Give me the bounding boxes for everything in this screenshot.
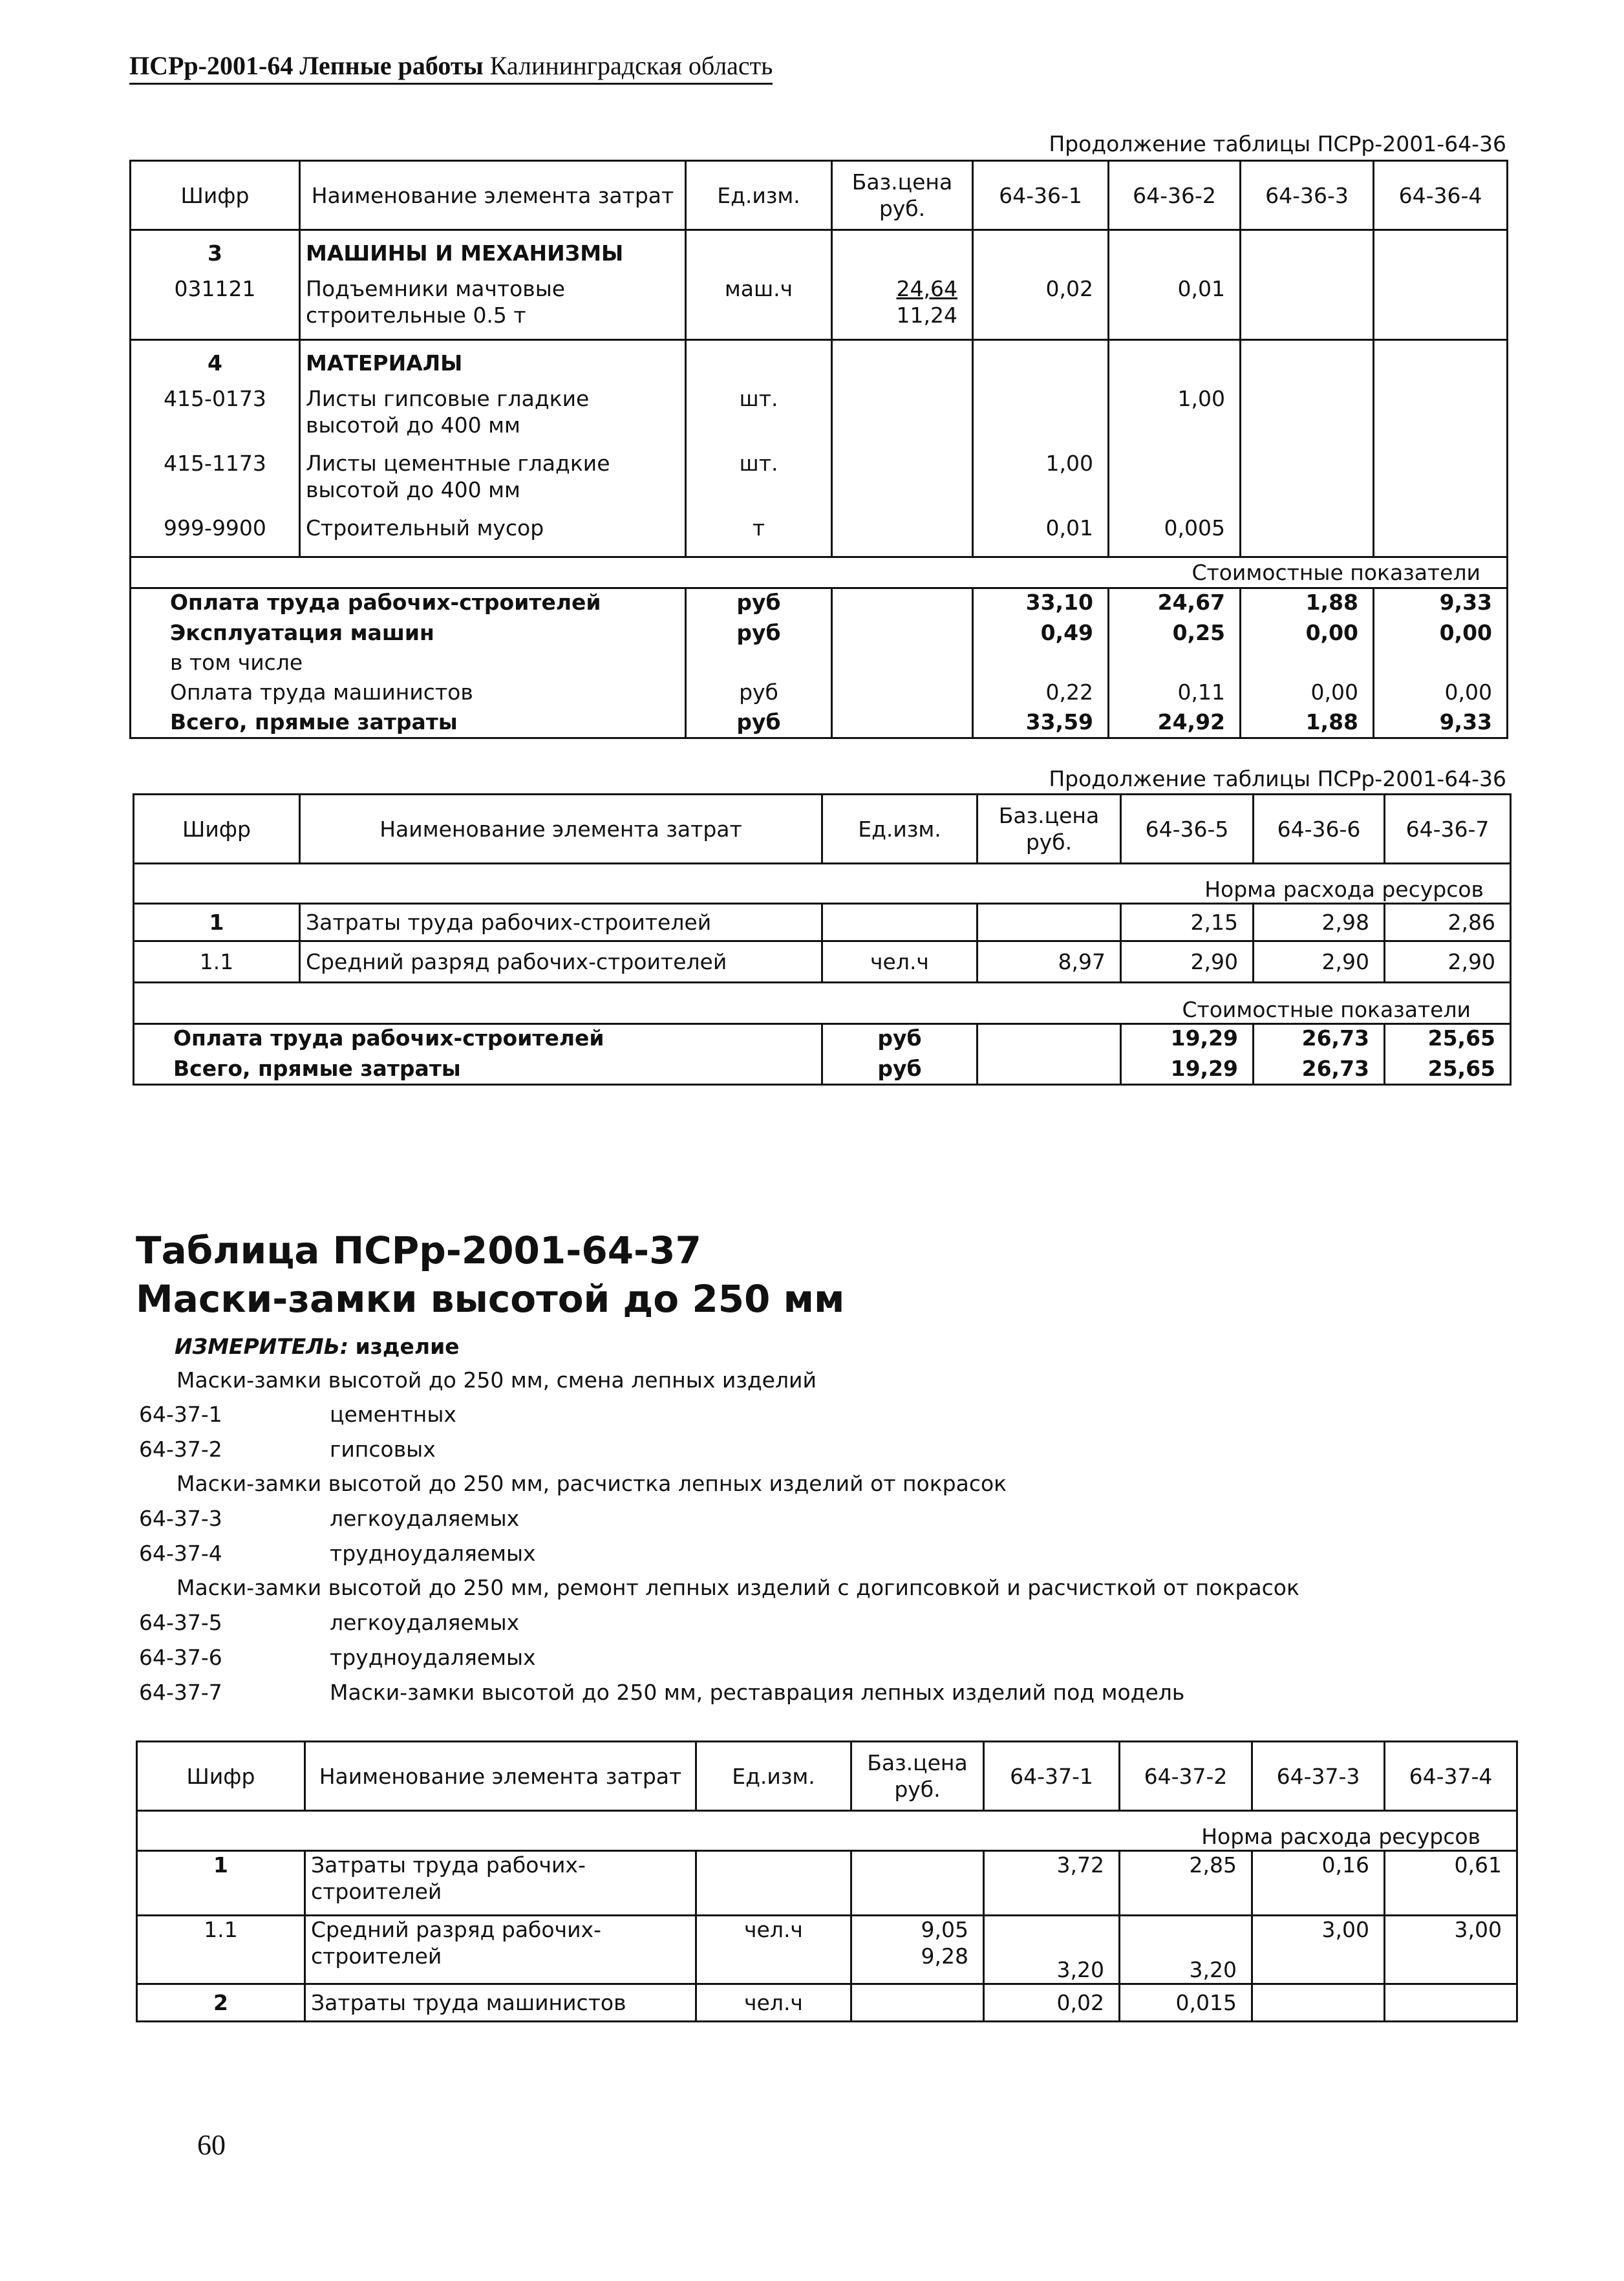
row-value: 0,01: [1109, 275, 1241, 340]
cost-unit: руб: [686, 709, 832, 738]
cost-name: Эксплуатация машин: [131, 619, 686, 649]
row-name: Подъемники мачтовые строительные 0.5 т: [300, 275, 686, 340]
cost-value: 0,22: [973, 679, 1109, 709]
col-header-unit: Ед.изм.: [686, 161, 832, 230]
desc-code: 64-37-7: [139, 1680, 222, 1705]
cost-value: 0,00: [1374, 619, 1508, 649]
row-unit: т: [686, 515, 832, 557]
row-value: [1374, 450, 1508, 515]
desc-text: гипсовых: [330, 1437, 436, 1462]
row-unit: чел.ч: [696, 1984, 851, 2022]
col-header-64-36-4: 64-36-4: [1374, 161, 1508, 230]
row-value: [1241, 275, 1374, 340]
row-code: 1.1: [134, 941, 300, 983]
cost-value: 24,67: [1109, 588, 1241, 619]
row-value: [1385, 1984, 1517, 2022]
measure-label: ИЗМЕРИТЕЛЬ:: [175, 1334, 349, 1359]
row-code: 999-9900: [131, 515, 300, 557]
row-code: 1: [137, 1851, 305, 1916]
desc-code: 64-37-5: [139, 1610, 222, 1635]
cost-value: 0,11: [1109, 679, 1241, 709]
row-unit: маш.ч: [686, 275, 832, 340]
row-value: [1374, 275, 1508, 340]
cost-value: 1,88: [1241, 709, 1374, 738]
row-value: 3,00: [1385, 1916, 1517, 1984]
cost-unit: руб: [822, 1024, 978, 1055]
row-price: [851, 1984, 984, 2022]
cost-value: 26,73: [1254, 1055, 1385, 1085]
row-value: 2,90: [1385, 941, 1511, 983]
norm-header: Норма расхода ресурсов: [134, 864, 1511, 904]
row-value: 1,00: [1109, 385, 1241, 450]
desc-text: легкоудаляемых: [330, 1506, 520, 1531]
row-unit: чел.ч: [822, 941, 978, 983]
cost-name: Оплата труда рабочих-строителей: [131, 588, 686, 619]
cost-value: 0,49: [973, 619, 1109, 649]
cost-value: 0,25: [1109, 619, 1241, 649]
col-header-price: Баз.цена руб.: [832, 161, 973, 230]
row-value: [1241, 515, 1374, 557]
cost-value: 24,92: [1109, 709, 1241, 738]
cost-name: Всего, прямые затраты: [134, 1055, 822, 1085]
row-name: Средний разряд рабочих-строителей: [305, 1916, 696, 1984]
desc-text: Маски-замки высотой до 250 мм, реставрация лепных изделий под модель: [330, 1680, 1185, 1705]
col-header-64-37-3: 64-37-3: [1252, 1742, 1385, 1811]
row-value: 3,20: [984, 1916, 1120, 1984]
cost-value: 19,29: [1121, 1055, 1254, 1085]
desc-text: трудноудаляемых: [330, 1541, 536, 1566]
row-unit: [822, 904, 978, 941]
row-name: Затраты труда рабочих-строителей: [305, 1851, 696, 1916]
row-name: Строительный мусор: [300, 515, 686, 557]
row-value: 0,16: [1252, 1851, 1385, 1916]
cost-value: 9,33: [1374, 588, 1508, 619]
row-value: [1241, 385, 1374, 450]
table1-continuation: Продолжение таблицы ПСРр-2001-64-36: [1049, 131, 1506, 156]
desc-text: легкоудаляемых: [330, 1610, 520, 1635]
section-code: 3: [131, 230, 300, 275]
row-value: [1241, 450, 1374, 515]
cost-value: 26,73: [1254, 1024, 1385, 1055]
row-value: 2,85: [1120, 1851, 1252, 1916]
row-price: 8,97: [978, 941, 1121, 983]
row-value: 0,02: [973, 275, 1109, 340]
desc-code: 64-37-6: [139, 1645, 222, 1670]
row-value: 3,72: [984, 1851, 1120, 1916]
section-title-1: Таблица ПСРр-2001-64-37: [136, 1228, 701, 1272]
row-name: Листы цементные гладкие высотой до 400 мм: [300, 450, 686, 515]
desc-text: цементных: [330, 1402, 456, 1427]
measure-value: изделие: [355, 1334, 460, 1359]
row-value: 0,61: [1385, 1851, 1517, 1916]
row-value: 1,00: [973, 450, 1109, 515]
col-header-name: Наименование элемента затрат: [300, 161, 686, 230]
row-unit: шт.: [686, 385, 832, 450]
cost-value: 19,29: [1121, 1024, 1254, 1055]
row-unit: шт.: [686, 450, 832, 515]
norm-header: Норма расхода ресурсов: [137, 1811, 1517, 1851]
col-header-64-36-3: 64-36-3: [1241, 161, 1374, 230]
cost-value: 25,65: [1385, 1055, 1511, 1085]
row-name: Затраты труда рабочих-строителей: [300, 904, 822, 941]
row-value: [1374, 515, 1508, 557]
desc-code: 64-37-2: [139, 1437, 222, 1462]
col-header-unit: Ед.изм.: [822, 795, 978, 864]
cost-value: 33,59: [973, 709, 1109, 738]
cost-header: Стоимостные показатели: [134, 983, 1511, 1024]
page-header: [129, 50, 773, 81]
cost-name: в том числе: [131, 649, 686, 679]
desc-text: Маски-замки высотой до 250 мм, ремонт лепных изделий с догипсовкой и расчисткой от покрасок: [176, 1575, 1299, 1600]
cost-unit: руб: [686, 679, 832, 709]
col-header-unit: Ед.изм.: [696, 1742, 851, 1811]
cost-unit: руб: [686, 619, 832, 649]
row-value: 3,20: [1120, 1916, 1252, 1984]
cost-unit: руб: [822, 1055, 978, 1085]
cost-unit: руб: [686, 588, 832, 619]
desc-code: 64-37-1: [139, 1402, 222, 1427]
desc-code: 64-37-4: [139, 1541, 222, 1566]
cost-name: Всего, прямые затраты: [131, 709, 686, 738]
row-price: [832, 450, 973, 515]
row-value: 0,015: [1120, 1984, 1252, 2022]
col-header-name: Наименование элемента затрат: [305, 1742, 696, 1811]
row-value: 2,98: [1254, 904, 1385, 941]
cost-value: 33,10: [973, 588, 1109, 619]
col-header-64-36-5: 64-36-5: [1121, 795, 1254, 864]
table1: [129, 160, 1508, 739]
cost-value: 0,00: [1241, 619, 1374, 649]
table2: [133, 793, 1512, 1086]
row-code: 2: [137, 1984, 305, 2022]
section-title: МАШИНЫ И МЕХАНИЗМЫ: [300, 230, 686, 275]
table2-continuation: Продолжение таблицы ПСРр-2001-64-36: [1049, 766, 1506, 791]
table3: [136, 1740, 1518, 2022]
row-value: 0,005: [1109, 515, 1241, 557]
row-unit: [696, 1851, 851, 1916]
row-value: 3,00: [1252, 1916, 1385, 1984]
desc-code: 64-37-3: [139, 1506, 222, 1531]
header-region: Калининградская область: [489, 51, 773, 80]
col-header-name: Наименование элемента затрат: [300, 795, 822, 864]
cost-value: 0,00: [1374, 679, 1508, 709]
row-value: 2,90: [1121, 941, 1254, 983]
cost-name: Оплата труда рабочих-строителей: [134, 1024, 822, 1055]
cost-name: Оплата труда машинистов: [131, 679, 686, 709]
row-price: 24,64 11,24: [832, 275, 973, 340]
cost-value: 25,65: [1385, 1024, 1511, 1055]
row-value: 2,86: [1385, 904, 1511, 941]
desc-text: трудноудаляемых: [330, 1645, 536, 1670]
cost-value: 1,88: [1241, 588, 1374, 619]
row-value: 0,02: [984, 1984, 1120, 2022]
row-value: [1109, 450, 1241, 515]
row-price: [832, 515, 973, 557]
page-number: 60: [197, 2129, 226, 2161]
col-header-code: Шифр: [131, 161, 300, 230]
row-value: [1374, 385, 1508, 450]
col-header-64-36-7: 64-36-7: [1385, 795, 1511, 864]
row-name: Средний разряд рабочих-строителей: [300, 941, 822, 983]
row-code: 1.1: [137, 1916, 305, 1984]
cost-header: Стоимостные показатели: [131, 557, 1508, 588]
row-code: 415-0173: [131, 385, 300, 450]
row-code: 031121: [131, 275, 300, 340]
section-title: МАТЕРИАЛЫ: [300, 340, 686, 385]
row-price: [851, 1851, 984, 1916]
col-header-64-37-4: 64-37-4: [1385, 1742, 1517, 1811]
row-value: [1252, 1984, 1385, 2022]
col-header-64-36-6: 64-36-6: [1254, 795, 1385, 864]
row-code: 1: [134, 904, 300, 941]
cost-value: 9,33: [1374, 709, 1508, 738]
cost-value: 0,00: [1241, 679, 1374, 709]
col-header-price: Баз.цена руб.: [851, 1742, 984, 1811]
col-header-64-36-1: 64-36-1: [973, 161, 1109, 230]
row-name: Листы гипсовые гладкие высотой до 400 мм: [300, 385, 686, 450]
row-value: 2,90: [1254, 941, 1385, 983]
row-price: [832, 385, 973, 450]
row-price: 9,05 9,28: [851, 1916, 984, 1984]
header-code-title: ПСРр-2001-64 Лепные работы: [129, 51, 484, 80]
row-name: Затраты труда машинистов: [305, 1984, 696, 2022]
section-title-2: Маски-замки высотой до 250 мм: [136, 1277, 845, 1321]
row-price: [978, 904, 1121, 941]
desc-text: Маски-замки высотой до 250 мм, расчистка лепных изделий от покрасок: [176, 1471, 1007, 1496]
col-header-code: Шифр: [137, 1742, 305, 1811]
desc-text: Маски-замки высотой до 250 мм, смена лепных изделий: [176, 1367, 817, 1393]
row-code: 415-1173: [131, 450, 300, 515]
row-value: 0,01: [973, 515, 1109, 557]
row-value: [973, 385, 1109, 450]
col-header-code: Шифр: [134, 795, 300, 864]
col-header-64-36-2: 64-36-2: [1109, 161, 1241, 230]
col-header-64-37-1: 64-37-1: [984, 1742, 1120, 1811]
col-header-price: Баз.цена руб.: [978, 795, 1121, 864]
col-header-64-37-2: 64-37-2: [1120, 1742, 1252, 1811]
row-value: 2,15: [1121, 904, 1254, 941]
measure-line: [175, 1334, 460, 1359]
section-code: 4: [131, 340, 300, 385]
row-unit: чел.ч: [696, 1916, 851, 1984]
